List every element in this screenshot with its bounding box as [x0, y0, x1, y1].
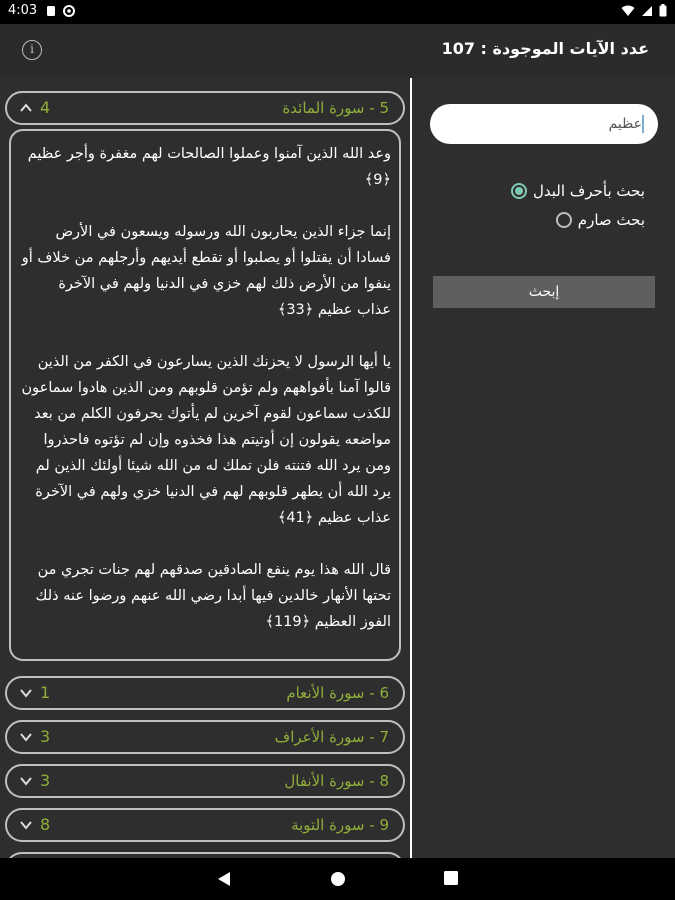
battery-icon [659, 4, 667, 17]
match-count: 3 [40, 727, 51, 746]
match-count: 1 [40, 683, 51, 702]
surah-header-collapsed[interactable] [5, 676, 405, 710]
results-pane[interactable] [0, 78, 410, 858]
chevron-up-icon [19, 101, 33, 115]
verse-text: إنما جزاء الذين يحاربون الله ورسوله ويسعون في الأرض فسادا أن يقتلوا أو يصلبوا أو تقطع أيديهم وأرجلهم من خلاف أو ينفوا من الأرض ذلك لهم خزي في الدنيا ولهم في الآخرة عذاب عظيم ﴿33﴾ [21, 224, 391, 318]
verse-text: قال الله هذا يوم ينفع الصادقين صدقهم لهم جنات تجري من تحتها الأنهار خالدين فيها أبدا رضي الله عنهم ورضوا عنه ذلك الفوز العظيم ﴿119﴾ [35, 562, 391, 630]
chevron-down-icon [19, 686, 33, 700]
match-count: 4 [40, 98, 51, 117]
radio-button-checked[interactable] [511, 183, 527, 199]
sync-icon [63, 5, 75, 17]
pane-divider [410, 78, 412, 858]
radio-label: بحث بأحرف البدل [532, 182, 645, 200]
page-title: عدد الآيات الموجودة : 107 [441, 39, 649, 58]
surah-name: 8 - سورة الأنفال [284, 772, 389, 790]
signal-icon [641, 5, 653, 17]
search-input[interactable] [430, 104, 658, 144]
surah-header-expanded[interactable] [5, 91, 405, 125]
surah-header-collapsed[interactable] [5, 764, 405, 798]
radio-wildcard-search[interactable] [511, 182, 645, 200]
match-count: 8 [40, 815, 51, 834]
search-button[interactable]: إبحث [433, 276, 655, 308]
surah-name: 5 - سورة المائدة [282, 99, 389, 117]
match-count: 3 [40, 771, 51, 790]
verse-text: يا أيها الرسول لا يحزنك الذين يسارعون في الكفر من الذين قالوا آمنا بأفواههم ولم تؤمن قلوبهم ومن الذين هادوا سماعون للكذب سماعون لقوم آخرين لم يأتوك يحرفون الكلم من بعد مواضعه يقولون إن أوتيتم هذا فخذوه وإن لم تؤتوه فاحذروا ومن يرد الله فتنته فلن تملك له من الله شيئا أولئك الذين لم يرد الله أن يطهر قلوبهم لهم في الدنيا خزي ولهم في الآخرة عذاب عظيم ﴿41﴾ [21, 354, 391, 526]
chevron-down-icon [19, 774, 33, 788]
back-icon[interactable] [217, 871, 231, 887]
info-icon[interactable]: i [22, 40, 42, 60]
surah-name: 9 - سورة التوبة [291, 816, 389, 834]
surah-header-collapsed[interactable] [5, 720, 405, 754]
chevron-down-icon [19, 730, 33, 744]
notification-icon [45, 5, 57, 17]
radio-button[interactable] [556, 212, 572, 228]
search-value: عظيم [608, 116, 642, 132]
text-caret [642, 115, 644, 133]
status-time: 4:03 [8, 3, 38, 18]
recents-icon[interactable] [444, 871, 458, 885]
surah-header-collapsed[interactable] [5, 808, 405, 842]
verses-panel [9, 129, 401, 661]
wifi-icon [621, 5, 635, 17]
surah-name: 7 - سورة الأعراف [274, 728, 389, 746]
home-icon[interactable] [330, 871, 346, 887]
chevron-down-icon [19, 818, 33, 832]
status-bar [0, 0, 675, 24]
radio-strict-search[interactable] [556, 211, 645, 229]
radio-label: بحث صارم [577, 211, 645, 229]
system-nav-bar [0, 858, 675, 900]
verse-text: وعد الله الذين آمنوا وعملوا الصالحات لهم مغفرة وأجر عظيم ﴿9﴾ [27, 146, 391, 188]
app-bar [0, 24, 675, 78]
surah-name: 6 - سورة الأنعام [286, 684, 389, 702]
